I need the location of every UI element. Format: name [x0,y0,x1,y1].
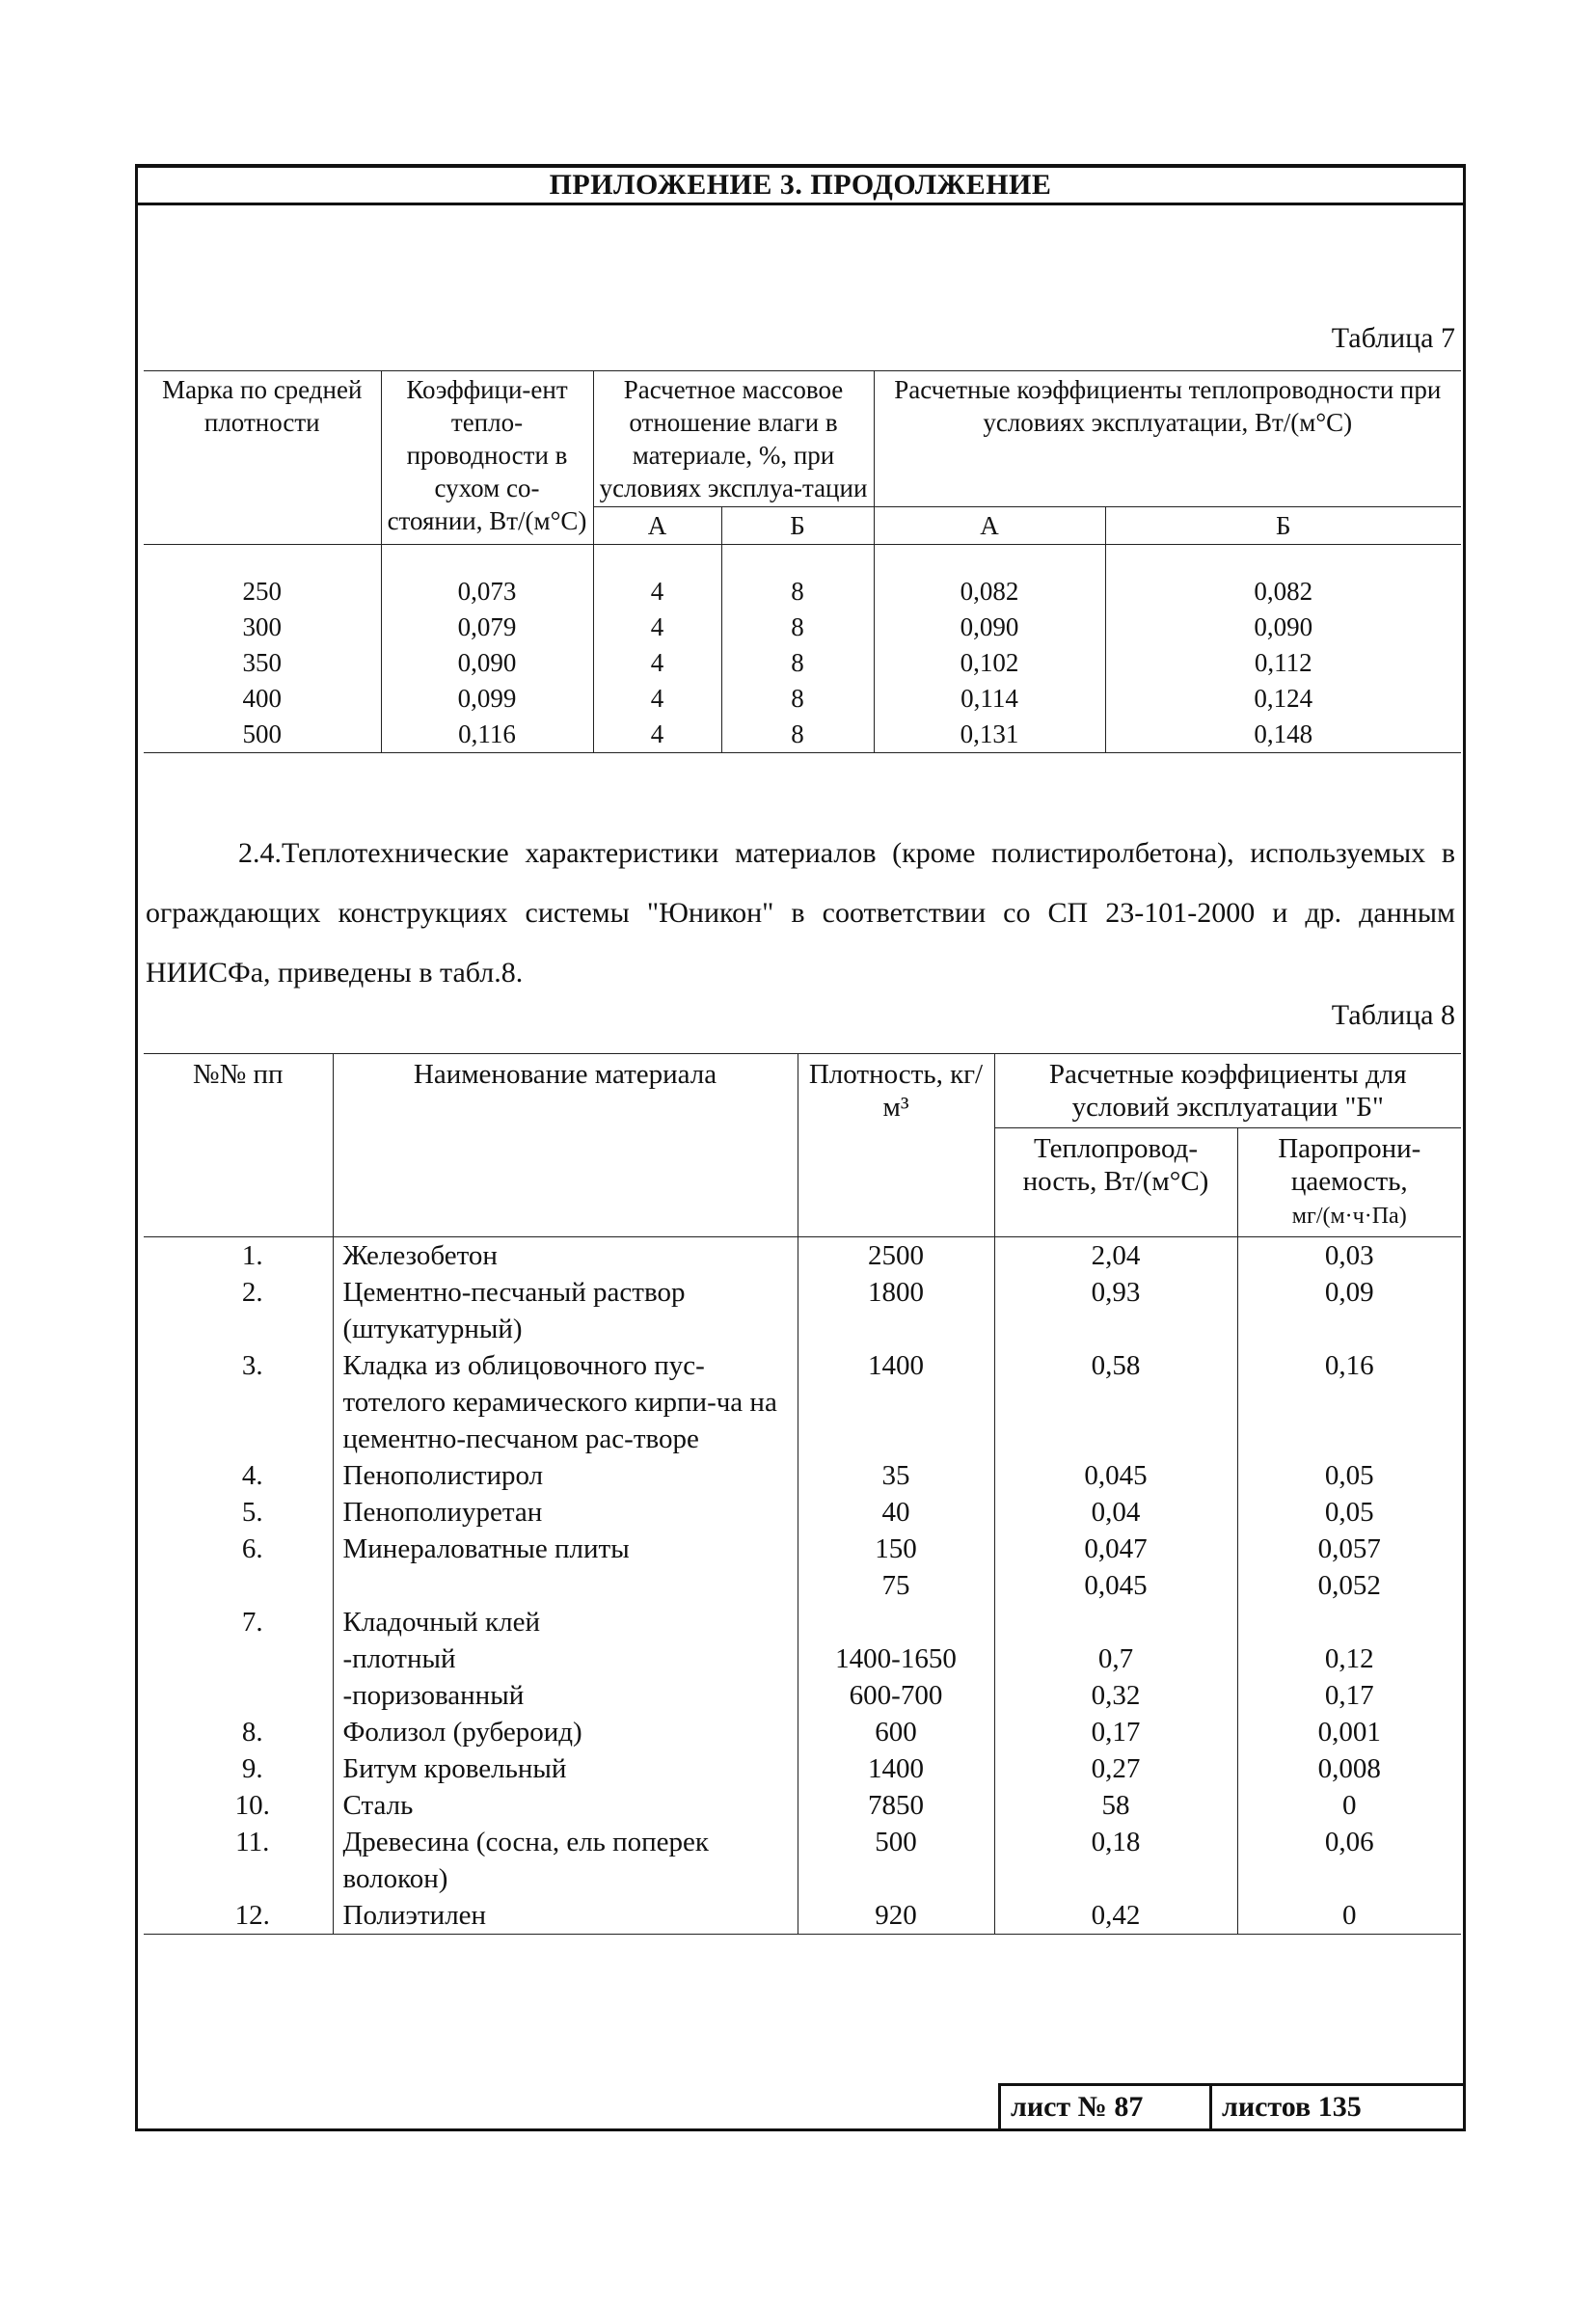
cell: Железобетон [333,1237,798,1275]
table-row [144,717,1461,753]
cell: 350 [144,645,381,681]
t7-sub-a: А [874,507,1105,545]
cell: 0,082 [1105,574,1461,610]
cell: 0,27 [994,1750,1237,1787]
cell: 0,057 [1237,1531,1461,1567]
table-row [144,1237,1461,1275]
cell: 0,06 [1237,1824,1461,1897]
cell: 9. [144,1750,333,1787]
cell: 7850 [798,1787,994,1824]
cell: Древесина (сосна, ель поперек волокон) [333,1824,798,1897]
cell: 0,045 [994,1567,1237,1604]
table-row [144,645,1461,681]
cell: -поризованный [333,1677,798,1714]
t8-header-vapor [1237,1128,1461,1237]
cell: 6. [144,1531,333,1567]
cell: 500 [798,1824,994,1897]
cell: 0,124 [1105,681,1461,717]
table-row [144,1347,1461,1457]
cell: 4 [593,574,721,610]
total-sheets: листов 135 [1222,2091,1362,2123]
cell: 0,090 [874,610,1105,645]
table-row [144,1714,1461,1750]
cell: -плотный [333,1640,798,1677]
cell: Пенополистирол [333,1457,798,1494]
cell: 1800 [798,1274,994,1347]
cell: 10. [144,1787,333,1824]
table-row [144,1750,1461,1787]
cell: 0,082 [874,574,1105,610]
t7-header-grade: Марка по средней плотности [144,371,381,545]
cell: 4 [593,717,721,753]
t8-header-thermal: Теплопровод-ность, Вт/(м°С) [994,1128,1237,1237]
cell [798,1604,994,1640]
cell: 0,18 [994,1824,1237,1897]
cell: Кладочный клей [333,1604,798,1640]
table-row [144,1640,1461,1677]
table-row [144,1824,1461,1897]
cell: 4 [593,645,721,681]
cell: 0,05 [1237,1494,1461,1531]
cell: 0,099 [381,681,593,717]
table-row [144,1677,1461,1714]
cell: 0,93 [994,1274,1237,1347]
cell: 0,131 [874,717,1105,753]
cell: 600-700 [798,1677,994,1714]
table7-caption: Таблица 7 [1331,322,1455,354]
vapor-unit: мг/(м·ч·Па) [1291,1204,1407,1229]
cell: 8 [721,717,874,753]
cell: 0,112 [1105,645,1461,681]
cell: Фолизол (рубероид) [333,1714,798,1750]
cell: 5. [144,1494,333,1531]
table-row [144,1274,1461,1347]
cell [333,1567,798,1604]
t7-sub-b: Б [721,507,874,545]
table-row [144,1457,1461,1494]
cell: 0,079 [381,610,593,645]
cell: 1. [144,1237,333,1275]
t7-header-dry-coef: Коэффици-ент тепло-проводности в сухом со-стоянии, Вт/(м°С) [381,371,593,545]
cell: Минераловатные плиты [333,1531,798,1567]
t8-header-num: №№ пп [144,1054,333,1237]
cell: 0,17 [1237,1677,1461,1714]
cell: 0,58 [994,1347,1237,1457]
cell: 8 [721,574,874,610]
cell: 0,04 [994,1494,1237,1531]
t8-header-density: Плотность, кг/м³ [798,1054,994,1237]
cell: 0,116 [381,717,593,753]
cell: 0,045 [994,1457,1237,1494]
cell: 500 [144,717,381,753]
table-row [144,1567,1461,1604]
cell: 8 [721,610,874,645]
cell: 12. [144,1897,333,1935]
cell: 0,03 [1237,1237,1461,1275]
cell [144,1640,333,1677]
cell [144,1567,333,1604]
cell: 1400-1650 [798,1640,994,1677]
cell: Битум кровельный [333,1750,798,1787]
cell: 920 [798,1897,994,1935]
cell: 0,42 [994,1897,1237,1935]
cell: 2500 [798,1237,994,1275]
cell: 75 [798,1567,994,1604]
cell: Цементно-песчаный раствор (штукатурный) [333,1274,798,1347]
cell: 0,32 [994,1677,1237,1714]
cell: 35 [798,1457,994,1494]
cell [1237,1604,1461,1640]
cell: 0,114 [874,681,1105,717]
page-frame [135,164,1466,2131]
paragraph-2-4 [146,824,1455,1003]
cell: 0,090 [381,645,593,681]
cell: Полиэтилен [333,1897,798,1935]
cell: 0,102 [874,645,1105,681]
sheet-number-box [998,2083,1466,2131]
table-row [144,1787,1461,1824]
t7-header-moisture: Расчетное массовое отношение влаги в материале, %, при условиях эксплуа-тации [593,371,874,507]
cell: 0,09 [1237,1274,1461,1347]
vapor-label: Паропрони-цаемость, [1278,1133,1421,1197]
cell: 1400 [798,1750,994,1787]
cell [994,1604,1237,1640]
cell: 0,008 [1237,1750,1461,1787]
t7-header-operating-coef: Расчетные коэффициенты теплопроводности при условиях эксплуатации, Вт/(м°С) [874,371,1461,507]
paragraph-text: 2.4.Теплотехнические характеристики материалов (кроме полистиролбетона), используемых в ограждающих конструкциях системы "Юникон" в соответствии со СП 23-101-2000 и др. данным НИИСФа, приведены в табл.8. [146,837,1455,989]
cell: 0,001 [1237,1714,1461,1750]
cell: 4 [593,610,721,645]
cell: 11. [144,1824,333,1897]
table-row [144,681,1461,717]
cell: 300 [144,610,381,645]
cell: 4 [593,681,721,717]
cell: 0,148 [1105,717,1461,753]
cell: 0,05 [1237,1457,1461,1494]
cell: 7. [144,1604,333,1640]
cell: 0 [1237,1787,1461,1824]
cell: 0,090 [1105,610,1461,645]
appendix-title: ПРИЛОЖЕНИЕ 3. ПРОДОЛЖЕНИЕ [138,168,1463,205]
t8-header-coef-group: Расчетные коэффициенты для условий эксплуатации "Б" [994,1054,1461,1128]
cell: 400 [144,681,381,717]
table-row [144,1604,1461,1640]
cell: 0,7 [994,1640,1237,1677]
cell: 0,052 [1237,1567,1461,1604]
table-8 [144,1053,1461,1935]
t7-sub-a: А [593,507,721,545]
cell: 3. [144,1347,333,1457]
cell: 150 [798,1531,994,1567]
cell: 0,17 [994,1714,1237,1750]
table-7 [144,370,1461,753]
table-row [144,1531,1461,1567]
cell: Сталь [333,1787,798,1824]
cell: 58 [994,1787,1237,1824]
cell: Кладка из облицовочного пус-тотелого керамического кирпи-ча на цементно-песчаном рас-творе [333,1347,798,1457]
cell: 8. [144,1714,333,1750]
cell [144,1677,333,1714]
table-row [144,574,1461,610]
cell: 2. [144,1274,333,1347]
cell: 0,073 [381,574,593,610]
cell: 0,16 [1237,1347,1461,1457]
cell: 0 [1237,1897,1461,1935]
cell: 1400 [798,1347,994,1457]
cell: 2,04 [994,1237,1237,1275]
table-row [144,610,1461,645]
cell: 0,047 [994,1531,1237,1567]
sheet-number: лист № 87 [1001,2086,1212,2128]
cell: 40 [798,1494,994,1531]
table-row [144,1494,1461,1531]
cell: 600 [798,1714,994,1750]
cell: 4. [144,1457,333,1494]
table8-caption: Таблица 8 [1331,999,1455,1031]
table-row [144,1897,1461,1935]
t8-header-name: Наименование материала [333,1054,798,1237]
t7-sub-b: Б [1105,507,1461,545]
cell: 0,12 [1237,1640,1461,1677]
cell: 8 [721,681,874,717]
cell: 250 [144,574,381,610]
cell: 8 [721,645,874,681]
cell: Пенополиуретан [333,1494,798,1531]
